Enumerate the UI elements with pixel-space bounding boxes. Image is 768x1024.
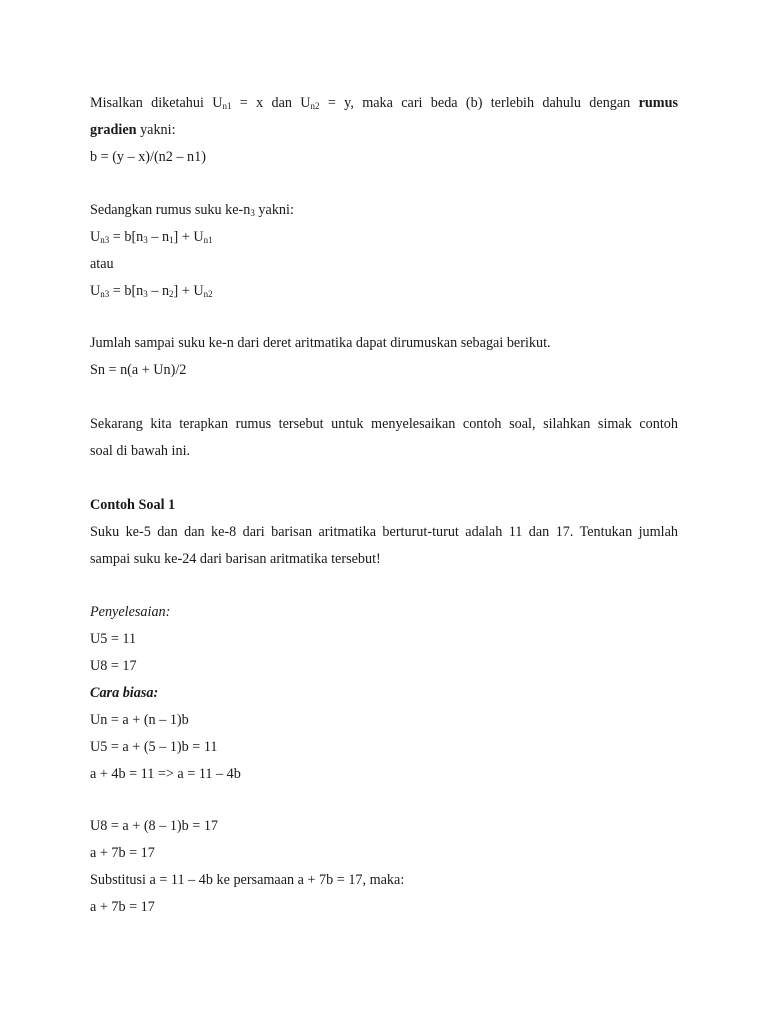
intro-text-a: Misalkan diketahui U [90, 95, 223, 111]
jumlah-formula: Sn = n(a + Un)/2 [90, 362, 187, 378]
f1-u: U [90, 229, 101, 245]
f1-text-b: = b[n [109, 229, 144, 245]
intro-text-b: = x dan U [231, 95, 311, 111]
f1-sub-3: 3 [143, 235, 148, 245]
suku-intro-subscript: 3 [250, 208, 255, 218]
f2-sub-2: 2 [169, 289, 174, 299]
f1-text-d: ] + U [173, 229, 204, 245]
jumlah-text: Jumlah sampai suku ke-n dari deret aritmatika dapat dirumuskan sebagai berikut. [90, 335, 551, 351]
f1-text-c: – n [147, 229, 170, 245]
step-line: Substitusi a = 11 – 4b ke persamaan a + 7b = 17, maka: [90, 872, 405, 888]
f2-sub-3: 3 [143, 289, 148, 299]
intro-bold-gradien: gradien [90, 122, 137, 138]
f1-sub-n1: n1 [203, 235, 213, 245]
f2-sub-n3: n3 [100, 289, 110, 299]
intro-bold-rumus: rumus [638, 95, 679, 111]
intro-line-2 [90, 121, 176, 139]
cara-biasa-label [90, 684, 158, 702]
step-line: U8 = a + (8 – 1)b = 17 [90, 818, 219, 834]
step-line: a + 4b = 11 => a = 11 – 4b [90, 766, 241, 782]
suku-intro-text: Sedangkan rumus suku ke-n [90, 202, 251, 218]
formula-b: b = (y – x)/(n2 – n1) [90, 149, 206, 165]
penyelesaian-label [90, 603, 170, 621]
f2-text-d: ] + U [173, 283, 204, 299]
suku-intro [90, 201, 294, 219]
step-line: a + 7b = 17 [90, 845, 155, 861]
f2-sub-n2: n2 [203, 289, 213, 299]
f2-text-b: = b[n [109, 283, 144, 299]
cara-biasa-text: Cara biasa: [90, 685, 159, 701]
intro-text-d: yakni: [136, 122, 176, 138]
contoh-line-2: sampai suku ke-24 dari barisan aritmatika tersebut! [90, 551, 381, 567]
intro-line-1 [90, 94, 678, 112]
f1-sub-n3: n3 [100, 235, 110, 245]
contoh-title [90, 496, 175, 514]
sekarang-line-2: soal di bawah ini. [90, 443, 191, 459]
intro-text-c: = y, maka cari beda (b) terlebih dahulu dengan [319, 95, 639, 111]
step-line: a + 7b = 17 [90, 899, 155, 915]
contoh-title-text: Contoh Soal 1 [90, 497, 176, 513]
suku-formula-1 [90, 228, 213, 246]
suku-intro-text-b: yakni: [254, 202, 294, 218]
suku-atau: atau [90, 256, 114, 272]
intro-subscript-n2: n2 [310, 101, 320, 111]
suku-formula-2 [90, 282, 213, 300]
intro-subscript-n1: n1 [222, 101, 232, 111]
penyelesaian-line: U5 = 11 [90, 631, 137, 647]
step-line: Un = a + (n – 1)b [90, 712, 189, 728]
step-line: U5 = a + (5 – 1)b = 11 [90, 739, 218, 755]
contoh-line-1: Suku ke-5 dan dan ke-8 dari barisan aritmatika berturut-turut adalah 11 dan 17. Tentukan jumlah [90, 524, 678, 540]
penyelesaian-line: U8 = 17 [90, 658, 137, 674]
sekarang-line-1: Sekarang kita terapkan rumus tersebut untuk menyelesaikan contoh soal, silahkan simak contoh [90, 416, 678, 432]
f2-text-c: – n [147, 283, 170, 299]
f1-sub-1: 1 [169, 235, 174, 245]
f2-u: U [90, 283, 101, 299]
penyelesaian-label-text: Penyelesaian: [90, 604, 171, 620]
